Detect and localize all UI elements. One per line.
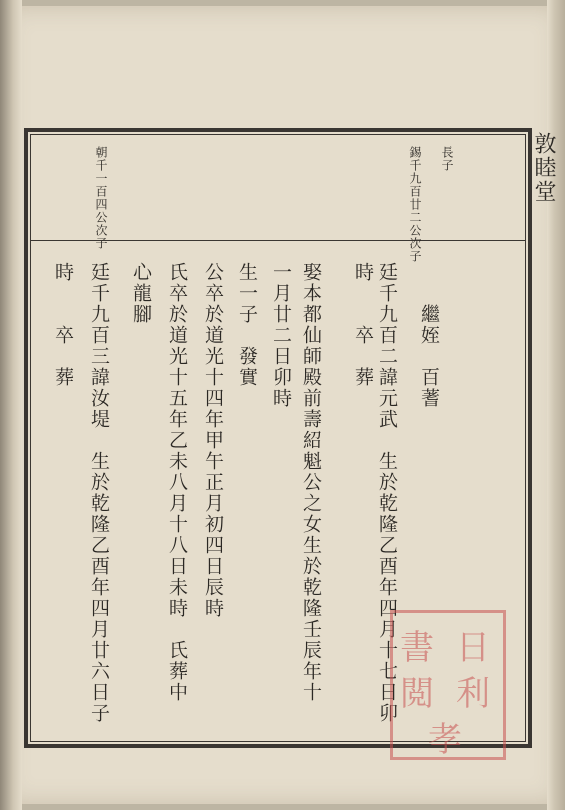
entry-column-9: 心龍腳	[130, 262, 152, 325]
entry-column-1: 廷千九百二諱元武 生於乾隆乙酉年四月十七日卯	[376, 262, 398, 724]
seal-char-2: 書	[400, 628, 434, 668]
note-parent-a: 錫千九百廿二公次子	[408, 146, 422, 263]
seal-char-5: 孝	[428, 720, 462, 760]
entry-column-11: 時 卒 葬	[52, 262, 74, 388]
seal-char-4: 閲	[400, 674, 434, 714]
entry-column-10: 廷千九百三諱汝堤 生於乾隆乙酉年四月廿六日子	[88, 262, 110, 724]
genealogy-title: 敦睦堂	[531, 132, 556, 204]
entry-column-7: 公卒於道光十四年甲午正月初四日辰時	[202, 262, 224, 619]
page-edge	[547, 0, 565, 810]
book-fold	[0, 0, 22, 810]
seal-char-3: 利	[456, 674, 490, 714]
seal-char-1: 日	[456, 628, 490, 668]
entry-column-8: 氏卒於道光十五年乙未八月十八日未時 氏葬中	[166, 262, 188, 703]
entry-column-3: 繼姪 百蓍	[418, 262, 440, 409]
entry-column-4: 娶本都仙師殿前壽紹魁公之女生於乾隆壬辰年十	[300, 262, 322, 703]
entry-column-6: 生一子 發實	[236, 262, 258, 388]
note-eldest-son: 長子	[440, 146, 454, 172]
entry-column-2: 時 卒 葬	[352, 262, 374, 388]
entry-column-5: 一月廿二日卯時	[270, 262, 292, 409]
note-parent-b: 朝千一百四公次子	[94, 146, 108, 250]
